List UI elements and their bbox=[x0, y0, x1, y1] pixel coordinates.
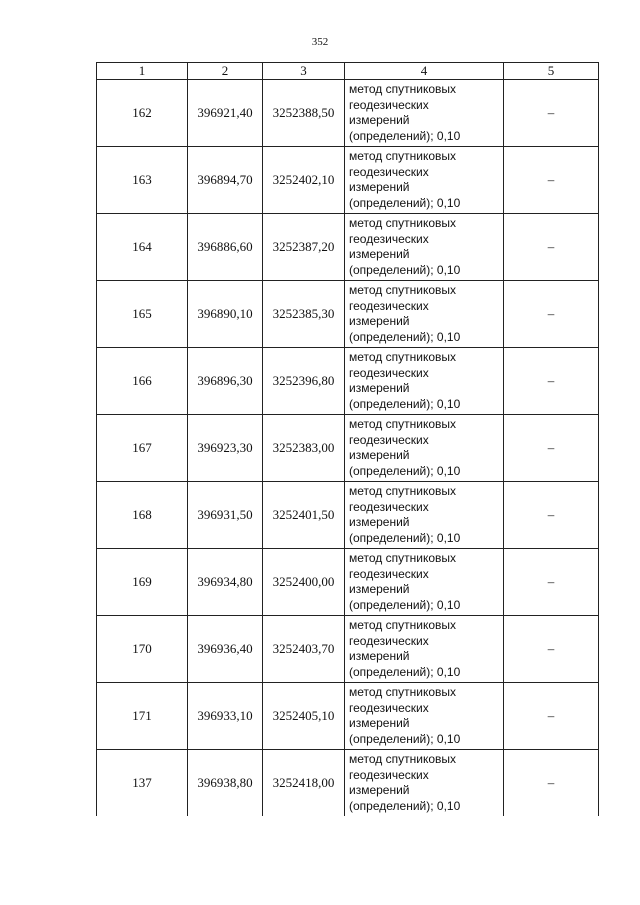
y-coordinate-cell: 3252383,00 bbox=[263, 415, 345, 482]
method-line: (определений); 0,10 bbox=[349, 396, 461, 411]
method-line: измерений bbox=[349, 515, 410, 529]
note-cell: – bbox=[504, 549, 599, 616]
method-line: метод спутниковых bbox=[349, 283, 457, 297]
note-cell: – bbox=[504, 348, 599, 415]
method-cell bbox=[345, 348, 504, 415]
method-cell bbox=[345, 147, 504, 214]
method-line: (определений); 0,10 bbox=[349, 597, 461, 612]
method-cell bbox=[345, 616, 504, 683]
table-header bbox=[97, 63, 599, 80]
table-row bbox=[97, 281, 599, 348]
x-coordinate-cell: 396934,80 bbox=[188, 549, 263, 616]
table-row bbox=[97, 348, 599, 415]
note-cell: – bbox=[504, 750, 599, 817]
x-coordinate-cell: 396890,10 bbox=[188, 281, 263, 348]
method-line: измерений bbox=[349, 180, 410, 194]
method-line: (определений); 0,10 bbox=[349, 128, 461, 143]
table-row bbox=[97, 415, 599, 482]
point-number-cell: 170 bbox=[97, 616, 188, 683]
method-line: геодезических bbox=[349, 767, 429, 782]
method-line: измерений bbox=[349, 448, 410, 462]
x-coordinate-cell: 396936,40 bbox=[188, 616, 263, 683]
point-number-cell: 169 bbox=[97, 549, 188, 616]
coordinates-table bbox=[96, 62, 599, 816]
y-coordinate-cell: 3252405,10 bbox=[263, 683, 345, 750]
method-line: метод спутниковых bbox=[349, 752, 457, 766]
table-row bbox=[97, 80, 599, 147]
method-cell bbox=[345, 415, 504, 482]
y-coordinate-cell: 3252387,20 bbox=[263, 214, 345, 281]
method-line: измерений bbox=[349, 113, 410, 127]
x-coordinate-cell: 396921,40 bbox=[188, 80, 263, 147]
point-number-cell: 167 bbox=[97, 415, 188, 482]
method-line: геодезических bbox=[349, 97, 429, 112]
method-cell bbox=[345, 482, 504, 549]
y-coordinate-cell: 3252385,30 bbox=[263, 281, 345, 348]
point-number-cell: 137 bbox=[97, 750, 188, 817]
method-line: измерений bbox=[349, 649, 410, 663]
method-line: геодезических bbox=[349, 633, 429, 648]
note-cell: – bbox=[504, 80, 599, 147]
point-number-cell: 165 bbox=[97, 281, 188, 348]
y-coordinate-cell: 3252396,80 bbox=[263, 348, 345, 415]
note-cell: – bbox=[504, 415, 599, 482]
table-row bbox=[97, 482, 599, 549]
y-coordinate-cell: 3252401,50 bbox=[263, 482, 345, 549]
point-number-cell: 168 bbox=[97, 482, 188, 549]
method-line: метод спутниковых bbox=[349, 551, 457, 565]
page-number: 352 bbox=[311, 36, 329, 48]
method-cell bbox=[345, 549, 504, 616]
method-line: геодезических bbox=[349, 566, 429, 581]
table-row bbox=[97, 750, 599, 817]
table-row bbox=[97, 147, 599, 214]
point-number-cell: 162 bbox=[97, 80, 188, 147]
point-number-cell: 166 bbox=[97, 348, 188, 415]
method-line: метод спутниковых bbox=[349, 618, 457, 632]
column-header-1: 1 bbox=[97, 63, 188, 80]
method-line: метод спутниковых bbox=[349, 417, 457, 431]
method-cell bbox=[345, 683, 504, 750]
column-header-5: 5 bbox=[504, 63, 599, 80]
method-line: (определений); 0,10 bbox=[349, 731, 461, 746]
note-cell: – bbox=[504, 482, 599, 549]
method-line: метод спутниковых bbox=[349, 216, 457, 230]
note-cell: – bbox=[504, 683, 599, 750]
method-line: (определений); 0,10 bbox=[349, 664, 461, 679]
method-line: (определений); 0,10 bbox=[349, 329, 461, 344]
method-cell bbox=[345, 80, 504, 147]
column-header-3: 3 bbox=[263, 63, 345, 80]
column-header-2: 2 bbox=[188, 63, 263, 80]
method-line: метод спутниковых bbox=[349, 149, 457, 163]
note-cell: – bbox=[504, 616, 599, 683]
note-cell: – bbox=[504, 281, 599, 348]
method-line: (определений); 0,10 bbox=[349, 798, 461, 813]
method-line: (определений); 0,10 bbox=[349, 463, 461, 478]
x-coordinate-cell: 396931,50 bbox=[188, 482, 263, 549]
method-cell bbox=[345, 750, 504, 817]
y-coordinate-cell: 3252388,50 bbox=[263, 80, 345, 147]
table-row bbox=[97, 683, 599, 750]
y-coordinate-cell: 3252402,10 bbox=[263, 147, 345, 214]
table-row bbox=[97, 616, 599, 683]
method-line: геодезических bbox=[349, 365, 429, 380]
y-coordinate-cell: 3252418,00 bbox=[263, 750, 345, 817]
method-cell bbox=[345, 281, 504, 348]
method-line: измерений bbox=[349, 716, 410, 730]
method-line: измерений bbox=[349, 582, 410, 596]
method-line: геодезических bbox=[349, 499, 429, 514]
method-line: геодезических bbox=[349, 164, 429, 179]
method-line: геодезических bbox=[349, 231, 429, 246]
x-coordinate-cell: 396938,80 bbox=[188, 750, 263, 817]
method-line: геодезических bbox=[349, 700, 429, 715]
table-row bbox=[97, 549, 599, 616]
method-line: метод спутниковых bbox=[349, 484, 457, 498]
x-coordinate-cell: 396923,30 bbox=[188, 415, 263, 482]
method-line: (определений); 0,10 bbox=[349, 530, 461, 545]
x-coordinate-cell: 396933,10 bbox=[188, 683, 263, 750]
point-number-cell: 164 bbox=[97, 214, 188, 281]
method-line: измерений bbox=[349, 247, 410, 261]
table-row bbox=[97, 214, 599, 281]
x-coordinate-cell: 396896,30 bbox=[188, 348, 263, 415]
method-line: измерений bbox=[349, 314, 410, 328]
method-line: (определений); 0,10 bbox=[349, 195, 461, 210]
method-line: метод спутниковых bbox=[349, 82, 457, 96]
y-coordinate-cell: 3252400,00 bbox=[263, 549, 345, 616]
method-line: измерений bbox=[349, 381, 410, 395]
point-number-cell: 171 bbox=[97, 683, 188, 750]
method-line: метод спутниковых bbox=[349, 350, 457, 364]
method-cell bbox=[345, 214, 504, 281]
method-line: (определений); 0,10 bbox=[349, 262, 461, 277]
column-header-4: 4 bbox=[345, 63, 504, 80]
x-coordinate-cell: 396894,70 bbox=[188, 147, 263, 214]
header-row bbox=[97, 63, 599, 80]
method-line: метод спутниковых bbox=[349, 685, 457, 699]
method-line: измерений bbox=[349, 783, 410, 797]
method-line: геодезических bbox=[349, 432, 429, 447]
x-coordinate-cell: 396886,60 bbox=[188, 214, 263, 281]
method-line: геодезических bbox=[349, 298, 429, 313]
y-coordinate-cell: 3252403,70 bbox=[263, 616, 345, 683]
note-cell: – bbox=[504, 147, 599, 214]
note-cell: – bbox=[504, 214, 599, 281]
point-number-cell: 163 bbox=[97, 147, 188, 214]
table-body bbox=[97, 80, 599, 817]
